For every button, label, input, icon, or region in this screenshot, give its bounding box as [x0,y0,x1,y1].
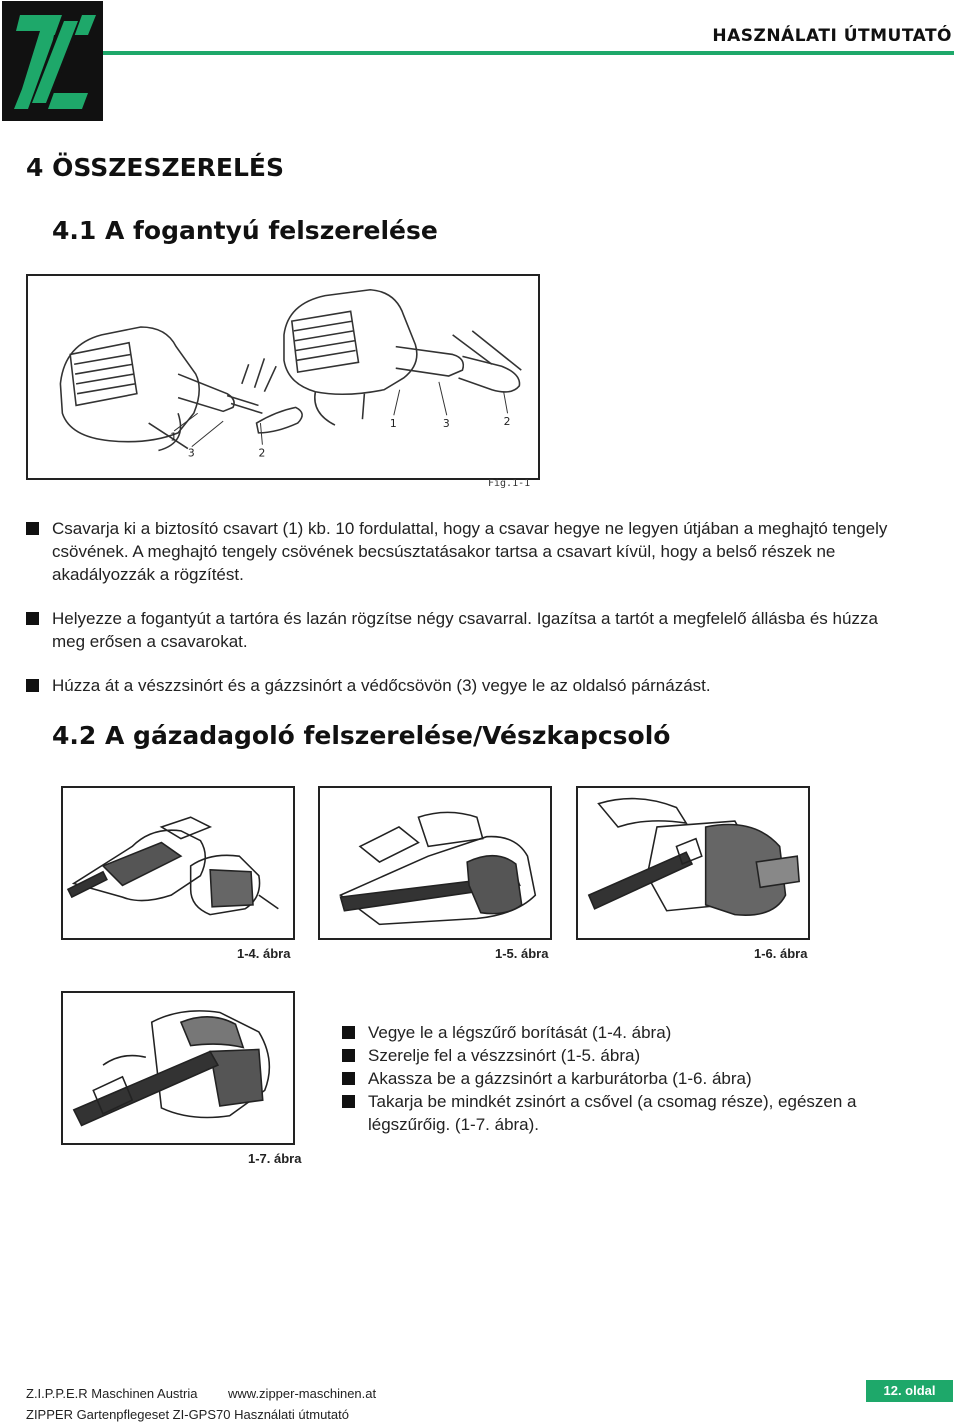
figure-1-6-drawing [578,788,808,938]
bullet-square-icon [26,679,39,692]
instruction-item [342,1021,942,1044]
instruction-text: Akassza be a gázzsinórt a karburátorba (1-6. ábra) [368,1069,752,1088]
callout-label: 2 [258,446,266,460]
subsection-title-4-2: 4.2 A gázadagoló felszerelése/Vészkapcsoló [52,721,671,750]
figure-1-7-drawing [63,993,293,1143]
callout-label: 2 [503,415,511,429]
bullet-square-icon [26,612,39,625]
handle-assembly-drawing [28,276,538,478]
zipper-logo [2,1,103,121]
instruction-text: Vegye le a légszűrő borítását (1-4. ábra) [368,1023,672,1042]
figure-1-6-illustration [576,786,810,940]
footer-website-link[interactable]: www.zipper-maschinen.at [228,1386,377,1401]
callout-label: 3 [187,446,195,460]
instruction-text: Csavarja ki a biztosító csavart (1) kb. 10 fordulattal, hogy a csavar hegye ne legyen útjában a meghajtó tengely csövének. A meghajtó tengely csövének becsúsztatásakor tartsa a csavart kívül, hogy a belső részek ne akadályozzák a rögzítést. [52,519,888,584]
header-rule [103,51,954,55]
footer-company: Z.I.P.P.E.R Maschinen Austria [26,1386,198,1401]
page-number-badge: 12. oldal [866,1380,953,1402]
bullet-square-icon [342,1072,355,1085]
instruction-list-4-1-item [26,674,906,697]
section-title: 4 ÖSSZESZERELÉS [26,153,284,182]
header-title: HASZNÁLATI ÚTMUTATÓ [712,26,952,46]
instruction-list-4-1-item [26,607,906,653]
instruction-text: Takarja be mindkét zsinórt a csővel (a csomag része), egészen a légszűrőig. (1-7. ábra). [368,1092,857,1134]
figure-1-7-illustration [61,991,295,1145]
bullet-square-icon [26,522,39,535]
instruction-item [342,1090,942,1136]
figure-1-4-illustration [61,786,295,940]
instruction-item [342,1044,942,1067]
figure-caption-1-6: 1-6. ábra [754,946,808,961]
instruction-item [342,1067,942,1090]
callout-label: 3 [442,417,450,431]
instruction-text: Szerelje fel a vészzsinórt (1-5. ábra) [368,1046,641,1065]
bullet-square-icon [342,1049,355,1062]
figure-1-5-drawing [320,788,550,938]
subsection-title-4-1: 4.1 A fogantyú felszerelése [52,216,438,245]
instruction-list-4-2 [342,1021,942,1136]
instruction-text: Húzza át a vészzsinórt és a gázzsinórt a védőcsövön (3) vegye le az oldalsó párnázást. [52,676,711,695]
bullet-square-icon [342,1095,355,1108]
figure-tag: Fig.1-1 [488,478,531,489]
figure-caption-1-7: 1-7. ábra [248,1151,302,1166]
figure-1-4-drawing [63,788,293,938]
callout-label: 1 [389,417,397,431]
instruction-list-4-1-item [26,517,906,586]
instruction-item [26,607,906,653]
figure-caption-1-5: 1-5. ábra [495,946,549,961]
zipper-logo-mark [2,1,103,121]
instruction-text: Helyezze a fogantyút a tartóra és lazán rögzítse négy csavarral. Igazítsa a tartót a megfelelő állásba és húzza meg erősen a csavarokat. [52,609,878,651]
callout-label: 1 [170,430,178,444]
figure-caption-1-4: 1-4. ábra [237,946,291,961]
footer-document-title: ZIPPER Gartenpflegeset ZI-GPS70 Használati útmutató [26,1407,349,1422]
instruction-item [26,517,906,586]
instruction-item [26,674,906,697]
figure-1-5-illustration [318,786,552,940]
bullet-square-icon [342,1026,355,1039]
handle-assembly-illustration [26,274,540,480]
